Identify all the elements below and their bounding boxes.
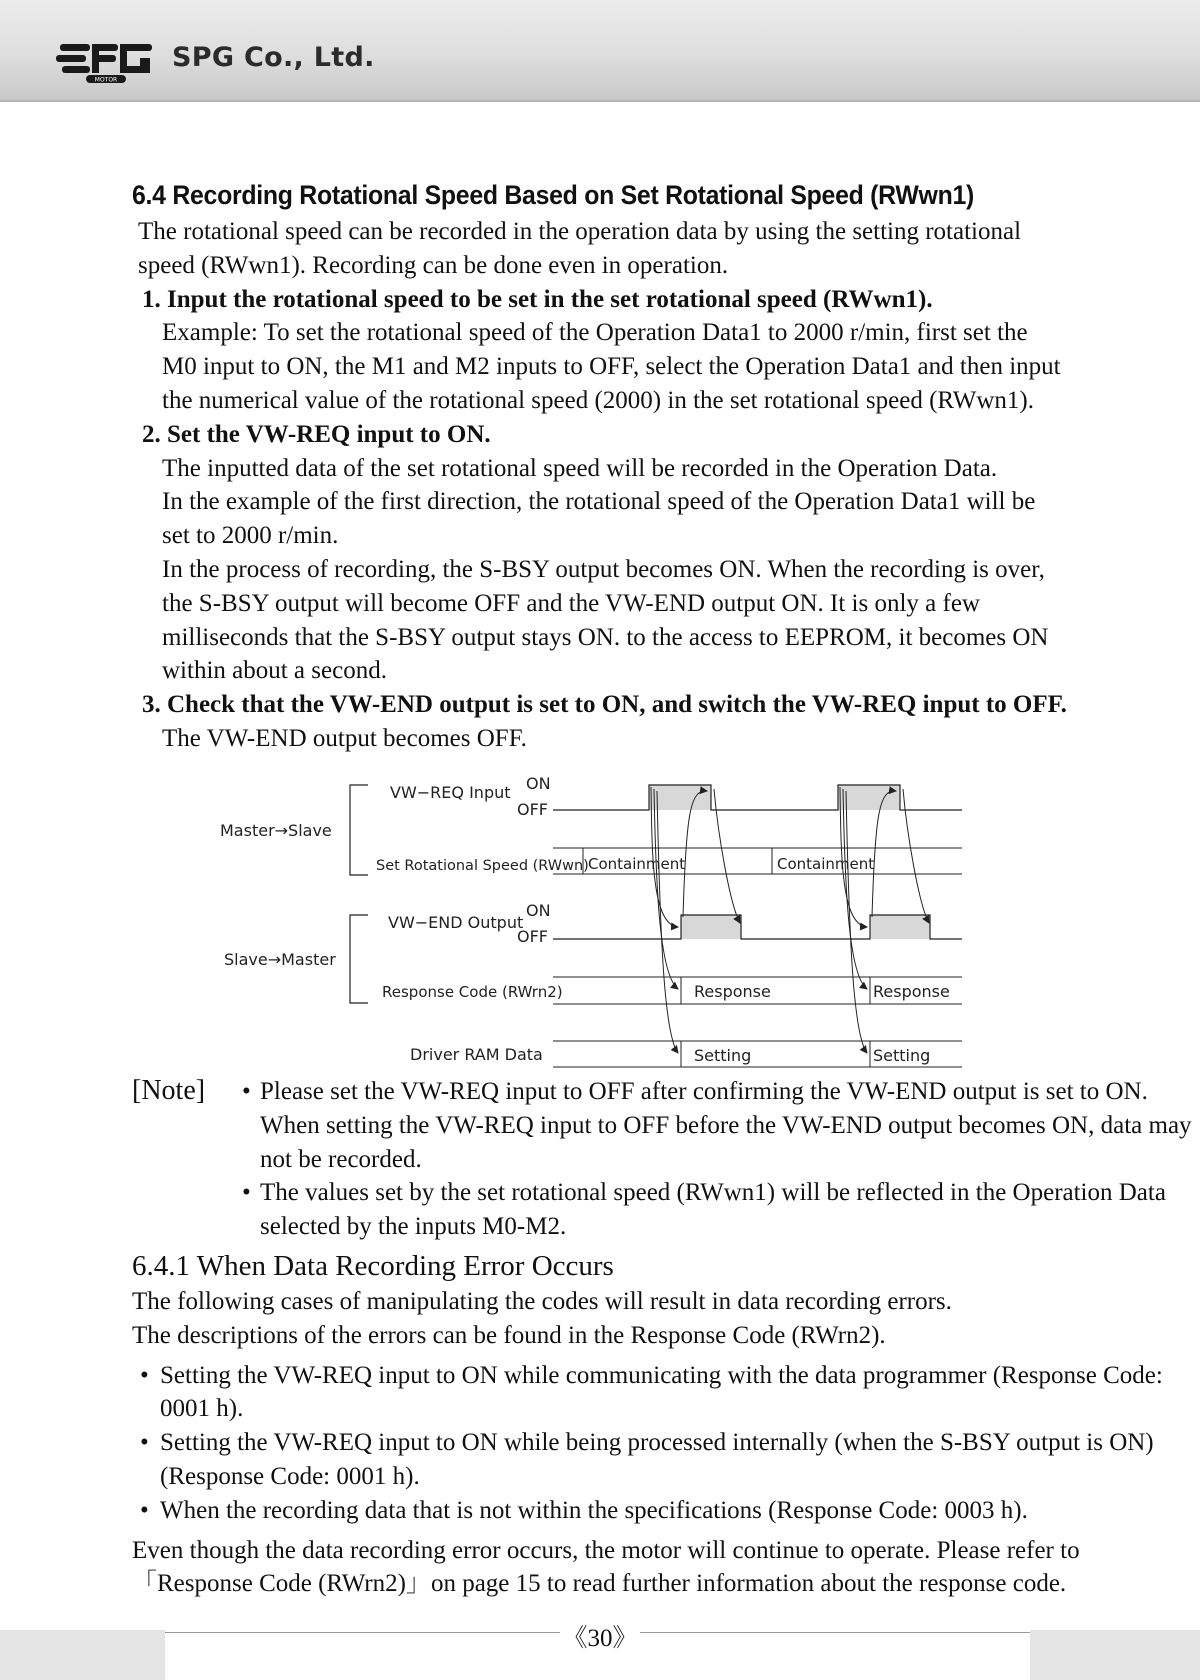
step-line: The inputted data of the set rotational speed will be recorded in the Operation Data.: [162, 454, 998, 482]
page-header: [0, 0, 1200, 102]
error-case-item: • Setting the VW-REQ input to ON while being processed internally (when the S-BSY output is ON) (Response Code: 0001 h).: [132, 1426, 1182, 1494]
vwreq-pulse-2: [838, 785, 900, 810]
vwreq-pulse-1: [649, 785, 711, 810]
bracket-master: [350, 785, 368, 875]
step-heading: 2. Set the VW-REQ input to ON.: [142, 420, 491, 448]
note-list: [242, 1075, 1192, 1244]
closing-line: Even though the data recording error occurs, the motor will continue to operate. Please refer to: [132, 1536, 1080, 1564]
on-label: ON: [526, 775, 551, 793]
closing-paragraph: [132, 1534, 1182, 1602]
vwreq-label: VW−REQ Input: [390, 783, 511, 802]
note-label: [Note]: [132, 1075, 206, 1106]
response-label-2: Response: [873, 982, 950, 1001]
step-heading: 1. Input the rotational speed to be set in the set rotational speed (RWwn1).: [142, 285, 933, 313]
setting-label-1: Setting: [694, 1046, 752, 1065]
vwend-pulse-1: [681, 915, 741, 939]
page-number: 《30》: [560, 1618, 640, 1654]
footer-band-right: [1030, 1630, 1200, 1680]
response-code-label: Response Code (RWrn2): [382, 983, 563, 1001]
error-case-item: • When the recording data that is not within the specifications (Response Code: 0003 h).: [132, 1494, 1182, 1528]
containment-label-2: Containment: [777, 855, 875, 873]
response-label-1: Response: [694, 982, 771, 1001]
step-line: In the example of the first direction, the rotational speed of the Operation Data1 will be: [162, 488, 1036, 516]
timing-diagram: [0, 775, 1200, 1075]
vwend-pulse-2: [870, 915, 930, 939]
step-line: milliseconds that the S-BSY output stays ON. to the access to EEPROM, it becomes ON: [162, 623, 1049, 651]
group-master-label: Master→Slave: [220, 821, 332, 840]
closing-line: 「Response Code (RWrn2)」on page 15 to read further information about the response code.: [132, 1570, 1067, 1598]
setting-label-2: Setting: [873, 1046, 931, 1065]
intro-line: speed (RWwn1). Recording can be done even in operation.: [138, 251, 729, 279]
subsection-title: 6.4.1 When Data Recording Error Occurs: [132, 1250, 614, 1282]
subsection: [132, 1250, 1182, 1601]
group-slave-label: Slave→Master: [224, 950, 336, 969]
bracket-slave: [350, 915, 368, 1003]
section-title: 6.4 Recording Rotational Speed Based on Set Rotational Speed (RWwn1): [132, 180, 975, 210]
company-name: SPG Co., Ltd.: [172, 42, 375, 73]
step-line: The VW-END output becomes OFF.: [162, 724, 527, 752]
step-line: set to 2000 r/min.: [162, 522, 339, 550]
subsection-intro-line: The descriptions of the errors can be found in the Response Code (RWrn2).: [132, 1321, 886, 1349]
step-line: Example: To set the rotational speed of the Operation Data1 to 2000 r/min, first set the: [162, 319, 1028, 347]
main-content: [132, 180, 1162, 756]
spg-logo: [56, 38, 156, 84]
logo-sub-text: MOTOR: [94, 76, 118, 84]
containment-label-1: Containment: [588, 855, 686, 873]
step-line: within about a second.: [162, 657, 387, 685]
step-heading: 3. Check that the VW-END output is set to ON, and switch the VW-REQ input to OFF.: [142, 691, 1067, 719]
step-line: In the process of recording, the S-BSY output becomes ON. When the recording is over,: [162, 555, 1045, 583]
note-item: • The values set by the set rotational speed (RWwn1) will be reflected in the Operation Data selected by the inputs M0-M2.: [242, 1176, 1192, 1244]
vwend-label: VW−END Output: [388, 913, 524, 932]
step-line: M0 input to ON, the M1 and M2 inputs to OFF, select the Operation Data1 and then input: [162, 353, 1061, 381]
error-case-item: • Setting the VW-REQ input to ON while communicating with the data programmer (Response Code: 0001 h).: [132, 1359, 1182, 1427]
error-case-list: [132, 1359, 1182, 1528]
vwreq-wave: [553, 785, 962, 810]
off-label: OFF: [517, 927, 548, 946]
driver-ram-label: Driver RAM Data: [410, 1045, 543, 1064]
on-label: ON: [526, 901, 551, 920]
set-speed-label: Set Rotational Speed (RWwn): [376, 858, 589, 874]
step-line: the numerical value of the rotational speed (2000) in the set rotational speed (RWwn1).: [162, 386, 1034, 414]
subsection-intro-line: The following cases of manipulating the codes will result in data recording errors.: [132, 1288, 952, 1315]
note-item: • Please set the VW-REQ input to OFF after confirming the VW-END output is set to ON. When setting the VW-REQ input to OFF before the VW-END output becomes ON, data may not be recorded.: [242, 1075, 1192, 1176]
off-label: OFF: [517, 800, 548, 819]
step-line: the S-BSY output will become OFF and the VW-END output ON. It is only a few: [162, 589, 980, 617]
footer-band-left: [0, 1630, 165, 1680]
intro-line: The rotational speed can be recorded in the operation data by using the setting rotational: [138, 218, 1022, 245]
